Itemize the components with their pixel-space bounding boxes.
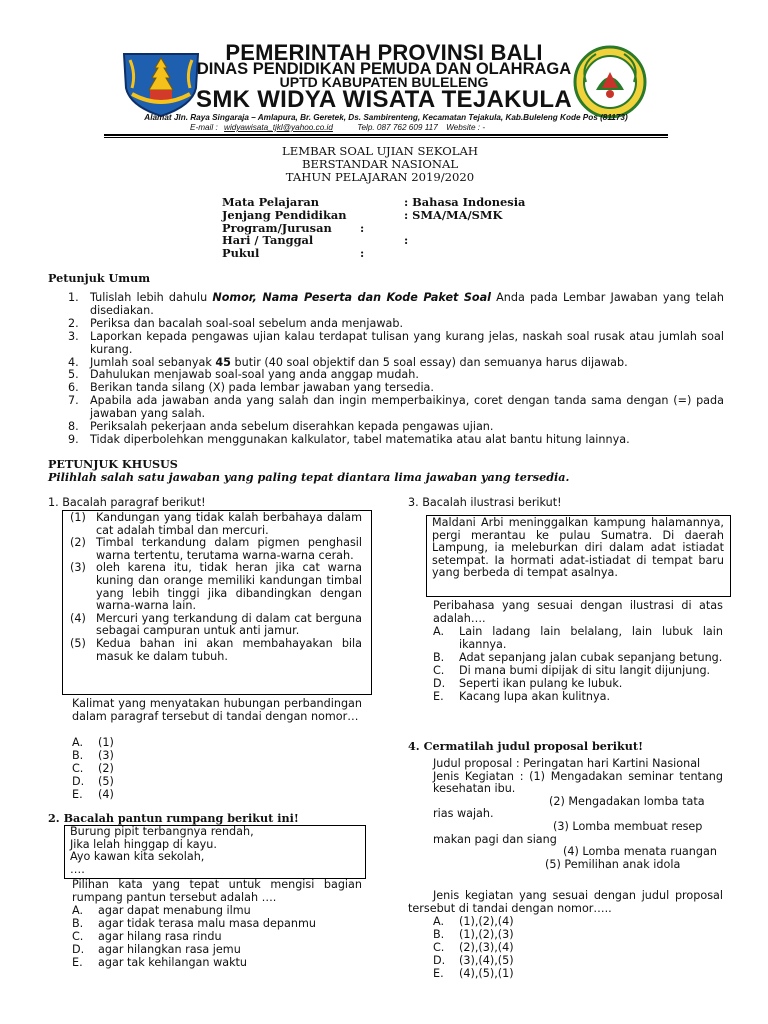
q1-paragraph — [68, 512, 362, 663]
info-value: : — [404, 233, 409, 248]
option-letter: D. — [72, 942, 85, 956]
item-text: Tidak diperbolehkan menggunakan kalkulator, tabel matematika atau alat bantu hitung lainnya. — [90, 432, 630, 446]
info-value: : — [360, 220, 365, 235]
item-number: 6. — [68, 381, 79, 395]
option-letter: D. — [433, 953, 446, 967]
sentence-number: (2) — [70, 536, 86, 550]
item-strong: 45 — [215, 355, 231, 369]
item-number: 5. — [68, 368, 79, 382]
sentence-number: (4) — [70, 611, 86, 625]
option-text: agar hilangkan rasa jemu — [98, 942, 241, 956]
pantun-line: Ayo kawan kita sekolah, — [70, 850, 205, 864]
paragraph-sentence — [68, 613, 362, 638]
item-number: 7. — [68, 394, 79, 408]
option-text: (3),(4),(5) — [459, 953, 514, 967]
info-label: Hari / Tanggal — [222, 233, 314, 248]
option-letter: A. — [433, 625, 445, 638]
list-item — [48, 395, 724, 421]
header-school-name: SMK WIDYA WISATA TEJAKULA — [196, 86, 572, 113]
q3-question: Peribahasa yang sesuai dengan ilustrasi di atas adalah…. — [433, 599, 723, 625]
item-number: 1. — [68, 291, 79, 304]
q4-title: 4. Cermatilah judul proposal berikut! — [408, 739, 644, 753]
item-number: 2. — [68, 316, 79, 330]
item-number: 8. — [68, 420, 79, 434]
item-text: Berikan tanda silang (X) pada lembar jawaban yang tersedia. — [90, 381, 434, 395]
paragraph-sentence — [68, 562, 362, 612]
option-text: (1) — [98, 736, 114, 749]
proposal-activity-2a: (2) Mengadakan lomba tata — [549, 794, 705, 808]
option-item[interactable] — [433, 968, 633, 981]
option-letter: E. — [72, 955, 83, 969]
header-contact — [190, 123, 485, 132]
option-text: Adat sepanjang jalan cubak sepanjang betung. — [459, 650, 723, 664]
proposal-activity-2b: rias wajah. — [433, 807, 494, 821]
option-item[interactable] — [72, 957, 362, 970]
q3-title: 3. Bacalah ilustrasi berikut! — [408, 496, 562, 509]
option-text: Di mana bumi dipijak di situ langit dijunjung. — [459, 663, 711, 677]
option-item[interactable] — [433, 691, 723, 704]
option-letter: D. — [433, 676, 446, 690]
proposal-activity-3b: makan pagi dan siang — [433, 832, 557, 846]
paragraph-sentence — [68, 512, 362, 537]
option-letter: A. — [433, 915, 445, 928]
info-label: Mata Pelajaran — [222, 195, 319, 209]
option-text: (2),(3),(4) — [459, 940, 514, 954]
item-emphasis: Nomor, Nama Peserta dan Kode Paket Soal — [212, 291, 491, 304]
header-province: PEMERINTAH PROVINSI BALI — [225, 40, 543, 65]
petunjuk-umum-heading: Petunjuk Umum — [48, 271, 151, 285]
petunjuk-khusus-heading: PETUNJUK KHUSUS — [48, 457, 178, 471]
info-row — [222, 234, 562, 247]
info-value: : SMA/MA/SMK — [404, 207, 503, 222]
item-text: Jumlah soal sebanyak — [90, 355, 216, 369]
title-line-2: BERSTANDAR NASIONAL — [301, 156, 459, 171]
option-letter: E. — [433, 966, 444, 980]
paragraph-sentence — [68, 537, 362, 562]
option-text: Lain ladang lain belalang, lain lubuk lain ikannya. — [459, 625, 723, 651]
option-text: (4) — [98, 787, 114, 801]
q4-proposal — [433, 758, 723, 871]
item-number: 3. — [68, 329, 79, 343]
option-letter: E. — [72, 787, 83, 801]
option-text: (1),(2),(4) — [459, 915, 514, 928]
option-letter: D. — [72, 774, 85, 788]
q2-options — [72, 905, 362, 970]
header-uptd: UPTD KABUPATEN BULELENG — [279, 74, 489, 90]
option-letter: B. — [72, 916, 84, 930]
option-letter: C. — [72, 761, 84, 775]
info-value: : Bahasa Indonesia — [404, 195, 526, 209]
option-text: (2) — [98, 761, 114, 775]
info-value: : — [360, 246, 365, 261]
option-letter: B. — [433, 927, 445, 941]
option-item[interactable] — [433, 626, 723, 652]
item-text: Periksa dan bacalah soal-soal sebelum anda menjawab. — [90, 316, 404, 330]
item-text: Apabila ada jawaban anda yang salah dan ingin memperbaikinya, coret dengan tanda sama dengan (=) pada jawaban yang salah. — [90, 394, 724, 421]
option-text: agar hilang rasa rindu — [98, 929, 222, 943]
email-label: E-mail : — [190, 123, 218, 132]
website-text: Website : - — [446, 123, 486, 132]
header-rule-thin — [104, 137, 668, 138]
option-text: agar dapat menabung ilmu — [98, 904, 251, 917]
q1-title: 1. Bacalah paragraf berikut! — [48, 496, 206, 509]
q3-options — [433, 626, 723, 703]
exam-info — [222, 196, 562, 260]
option-text: Kacang lupa akan kulitnya. — [459, 689, 611, 703]
option-letter: C. — [72, 929, 84, 943]
list-item — [48, 434, 724, 447]
option-letter: A. — [72, 736, 84, 749]
sentence-text: oleh karena itu, tidak heran jika cat warna kuning dan orange memiliki kandungan timbal yang lebih tinggi jika dibandingkan dengan warna-warna lain. — [96, 561, 362, 613]
title-line-3: TAHUN PELAJARAN 2019/2020 — [285, 169, 475, 184]
q2-title: 2. Bacalah pantun rumpang berikut ini! — [48, 811, 299, 825]
proposal-activity-5: (5) Pemilihan anak idola — [545, 857, 681, 871]
option-text: agar tidak terasa malu masa depanmu — [98, 916, 316, 930]
header-department: DINAS PENDIDIKAN PEMUDA DAN OLAHRAGA — [196, 60, 572, 78]
q2-question: Pilihan kata yang tepat untuk mengisi bagian rumpang pantun tersebut adalah …. — [72, 878, 362, 904]
option-letter: C. — [433, 940, 445, 954]
pantun-line: Burung pipit terbangnya rendah, — [70, 825, 254, 838]
q2-pantun — [70, 826, 360, 876]
info-label: Jenjang Pendidikan — [222, 207, 347, 222]
paragraph-sentence — [68, 638, 362, 663]
title-line-1: LEMBAR SOAL UJIAN SEKOLAH — [282, 144, 478, 158]
option-text: (1),(2),(3) — [459, 927, 514, 941]
option-letter: C. — [433, 663, 445, 677]
option-text: Seperti ikan pulang ke lubuk. — [459, 676, 623, 690]
email-link[interactable]: widyawisata_tjkl@yahoo.co.id — [224, 123, 333, 132]
sentence-text: Kandungan yang tidak kalah berbahaya dalam cat adalah timbal dan mercuri. — [96, 511, 362, 537]
proposal-title-line: Judul proposal : Peringatan hari Kartini Nasional — [433, 757, 701, 770]
item-text: Anda pada Lembar Jawaban yang telah disediakan. — [90, 291, 724, 317]
option-text: agar tak kehilangan waktu — [98, 955, 248, 969]
pantun-line: …. — [70, 862, 85, 876]
option-item[interactable] — [72, 789, 272, 802]
doc-title — [210, 145, 550, 183]
sentence-number: (3) — [70, 561, 86, 575]
option-letter: B. — [433, 650, 445, 664]
q1-options — [72, 737, 272, 802]
option-letter: B. — [72, 748, 84, 762]
q1-question: Kalimat yang menyatakan hubungan perbandingan dalam paragraf tersebut di tandai dengan nomor… — [72, 697, 362, 723]
sentence-text: Kedua bahan ini akan membahayakan bila masuk ke dalam tubuh. — [96, 636, 362, 663]
list-item — [48, 292, 724, 318]
petunjuk-umum-list — [48, 292, 724, 447]
petunjuk-khusus-text: Pilihlah salah satu jawaban yang paling tepat diantara lima jawaban yang tersedia. — [48, 470, 570, 484]
item-number: 9. — [68, 432, 79, 446]
item-number: 4. — [68, 355, 79, 369]
header-rule-thick — [104, 134, 668, 136]
proposal-activity-line: Jenis Kegiatan : (1) Mengadakan seminar tentang kesehatan ibu. — [433, 769, 723, 796]
option-letter: E. — [433, 689, 444, 703]
item-text: Laporkan kepada pengawas ujian kalau terdapat tulisan yang kurang jelas, naskah soal rusak atau jumlah soal kurang. — [90, 329, 724, 356]
option-text: (4),(5),(1) — [459, 966, 514, 980]
q3-illustration: Maldani Arbi meninggalkan kampung halamannya, pergi merantau ke pulau Sumatra. Di daerah Lampung, ia meleburkan diri dalam adat istiadat setempat. Ia hormati adat-istiadat di tempat baru yang berbeda di tempat asalnya. — [432, 516, 724, 579]
sentence-text: Timbal terkandung dalam pigmen penghasil warna tertentu, terutama warna-warna cerah. — [96, 536, 362, 562]
item-text: Periksalah pekerjaan anda sebelum diserahkan kepada pengawas ujian. — [90, 420, 494, 434]
proposal-activity-4: (4) Lomba menata ruangan — [563, 845, 717, 859]
info-row — [222, 247, 562, 260]
proposal-activity-3a: (3) Lomba membuat resep — [553, 819, 703, 833]
item-text: Tulislah lebih dahulu — [90, 291, 213, 304]
item-text: butir (40 soal objektif dan 5 soal essay) dan semuanya harus dijawab. — [230, 355, 628, 369]
option-letter: A. — [72, 904, 84, 917]
pantun-line: Jika lelah hinggap di kayu. — [70, 837, 217, 851]
item-text: Dahulukan menjawab soal-soal yang anda anggap mudah. — [90, 368, 419, 382]
q4-options — [433, 916, 633, 981]
list-item — [48, 331, 724, 357]
sentence-text: Mercuri yang terkandung di dalam cat berguna sebagai campuran untuk anti jamur. — [96, 611, 362, 638]
sentence-number: (1) — [70, 511, 86, 524]
option-text: (3) — [98, 748, 114, 762]
info-label: Program/Jurusan — [222, 220, 332, 235]
q4-question: Jenis kegiatan yang sesuai dengan judul proposal tersebut di tandai dengan nomor….. — [408, 889, 723, 915]
sentence-number: (5) — [70, 636, 86, 650]
header-address: Alamat Jln. Raya Singaraja – Amlapura, Br. Geretek, Ds. Sambirenteng, Kecamatan Tejakula, Kab.Buleleng Kode Pos (81173) — [144, 113, 628, 122]
option-text: (5) — [98, 774, 114, 788]
info-label: Pukul — [222, 246, 260, 261]
telp-text: Telp. 087 762 609 117 — [357, 123, 438, 132]
